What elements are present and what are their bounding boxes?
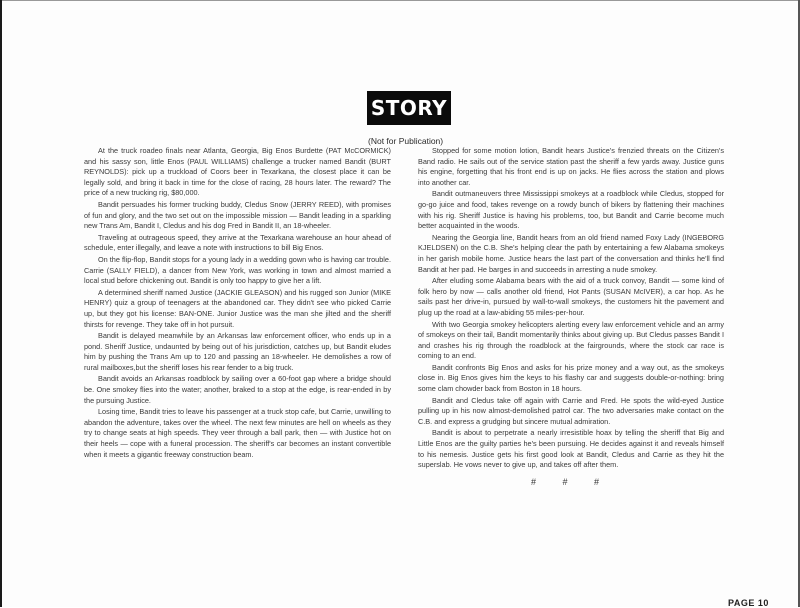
page-title: STORY xyxy=(370,96,448,120)
paragraph: Traveling at outrageous speed, they arrive at the Texarkana warehouse an hour ahead of schedule, enter illegally, and leave a note with instructions to bill Big Enos. xyxy=(84,232,391,253)
left-edge xyxy=(0,0,2,607)
paragraph: Bandit outmaneuvers three Mississippi smokeys at a roadblock while Cledus, stopped for go-go juice and food, takes revenge on a rowdy bunch of bikers by flattening their machines with his rig. Sheriff Justice is having his problems, too, but Bandit and Carrie become much better acquainted in the woods. xyxy=(418,189,724,231)
paragraph: Bandit persuades his former trucking buddy, Cledus Snow (JERRY REED), with promises of fun and glory, and the two set out on the impossible mission — Bandit leading in a sparkling new Trans Am, Bandit I, Cledus and his dog Fred in Bandit II, an 18-wheeler. xyxy=(84,199,391,231)
paragraph: Bandit is delayed meanwhile by an Arkansas law enforcement officer, who ends up in a pond. Sheriff Justice, undaunted by being out of his jurisdiction, catches up, but Bandit eludes him by pushing the Trans Am up to 120 and passing an 18-wheeler. He demolishes a row of rural mailboxes,but the sheriff loses his rear fender to a big truck. xyxy=(84,331,391,372)
paragraph: With two Georgia smokey helicopters alerting every law enforcement vehicle and an army of smokeys on their tail, Bandit momentarily thinks about giving up. But Cledus passes Bandit I and crashes his rig through the roadblock at the fairgrounds, where the stock car race is coming to an end. xyxy=(418,319,724,361)
paragraph: After eluding some Alabama bears with the aid of a truck convoy, Bandit — some kind of folk hero by now — calls another old friend, Hot Pants (SUSAN McIVER), a car hop. As he sails past her drive-in, pursued by wall-to-wall smokeys, the customers hit the pavement and plug up the road at a law-abiding 55 miles-per-hour. xyxy=(418,276,724,317)
paragraph: Nearing the Georgia line, Bandit hears from an old friend named Foxy Lady (INGEBORG KJELDSEN) on the C.B. She's helping clear the path by entertaining a few Alabama smokeys in her garish mobile home. Justice hears the last part of the conversation and thinks he'll find Bandit at her pad. He barges in and succeeds in arresting a nude smokey. xyxy=(418,232,724,274)
paragraph: A determined sheriff named Justice (JACKIE GLEASON) and his rugged son Junior (MIKE HENRY) quiz a group of teenagers at the abandoned car. They didn't see who picked Carrie up, but they got his license: BAN-ONE. Junior Justice was the man she jilted and the sheriff thirsts for revenge. They take off in hot pursuit. xyxy=(84,287,391,329)
paragraph: Bandit and Cledus take off again with Carrie and Fred. He spots the wild-eyed Justice pulling up in his now almost-demolished patrol car. The two adversaries make contact on the C.B. and express a grudging but sincere mutual admiration. xyxy=(418,395,724,426)
top-edge xyxy=(0,0,800,1)
publication-note: (Not for Publication) xyxy=(368,136,444,146)
story-title-box xyxy=(367,91,451,125)
paragraph: Bandit confronts Big Enos and asks for his prize money and a way out, as the smokeys close in. Big Enos gives him the keys to his flashy car and suggests double-or-nothing: bring some clam chowder back from Boston in 18 hours. xyxy=(418,362,724,394)
paragraph: Losing time, Bandit tries to leave his passenger at a truck stop cafe, but Carrie, unwilling to abandon the adventure, takes over the wheel. The next few minutes are hell on wheels as they try to change seats at high speeds. They veer through a ball park, then — with Justice hot on their heels — cope with a funeral procession. The sheriff's car becomes an instant convertible when it meets a gigantic freeway construction beam. xyxy=(84,407,391,459)
paragraph: Bandit is about to perpetrate a nearly irresistible hoax by telling the sheriff that Big and Little Enos are the guilty parties he's been pursuing. He decides against it and reveals himself to his nemesis. Justice gets his first good look at Bandit, Cledus and Carrie as they hit the superslab. He vows never to give up, and takes off after them. xyxy=(418,428,724,470)
right-column xyxy=(418,146,724,487)
paragraph: On the flip-flop, Bandit stops for a young lady in a wedding gown who is having car trouble. Carrie (SALLY FIELD), a dancer from New York, was working in town and almost married a local stud before chickening out. Bandit is only too happy to give her a lift. xyxy=(84,254,391,286)
paragraph: At the truck roadeo finals near Atlanta, Georgia, Big Enos Burdette (PAT McCORMICK) and his sassy son, little Enos (PAUL WILLIAMS) challenge a trucker named Bandit (BURT REYNOLDS): pick up a truckload of Coors beer in Texarkana, the closest place it can be legally sold, and bring it back in time for the close of racing, 28 hours later. The reward? The price of a new trucking rig, $80,000. xyxy=(84,146,391,198)
paragraph: Stopped for some motion lotion, Bandit hears Justice's frenzied threats on the Citizen's Band radio. He sails out of the service station past the sheriff a few yards away. Justice guns his engine, forgetting that his front end is up on jacks. He flies across the station and plows into another car. xyxy=(418,146,724,187)
paragraph: Bandit avoids an Arkansas roadblock by sailing over a 60-foot gap where a bridge should be. One smokey flies into the water; another, braked to a stop at the edge, is rear-ended in by the pursuing Justice. xyxy=(84,374,391,405)
left-column xyxy=(84,146,391,461)
page-number: PAGE 10 xyxy=(728,598,769,608)
end-mark: # # # xyxy=(530,476,612,487)
